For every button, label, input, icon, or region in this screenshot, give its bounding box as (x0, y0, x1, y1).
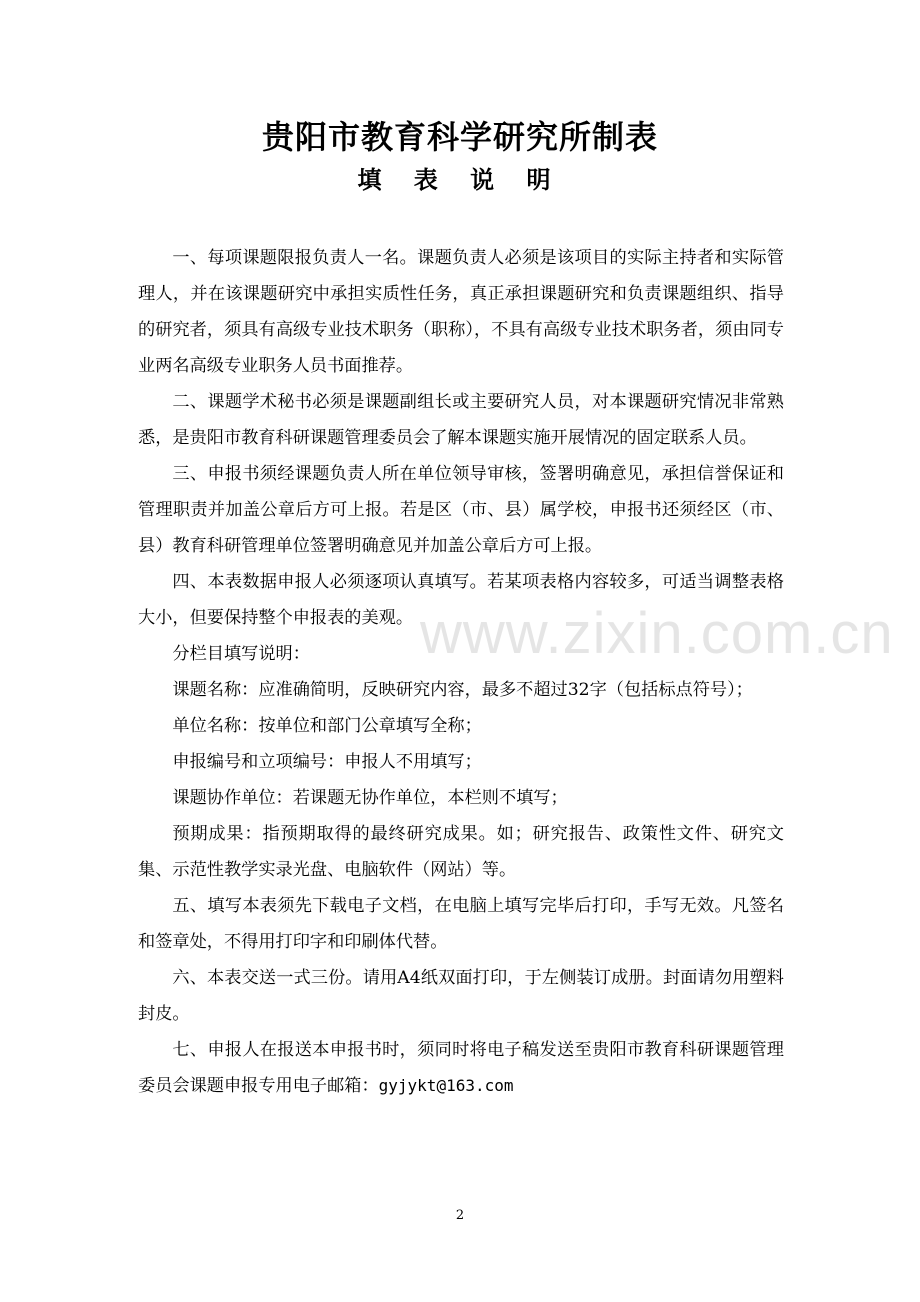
paragraph-1: 一、每项课题限报负责人一名。课题负责人必须是该项目的实际主持者和实际管理人，并在该课题研究中承担实质性任务，真正承担课题研究和负责课题组织、指导的研究者，须具有高级专业技术职务（职称），不具有高级专业技术职务者，须由同专业两名高级专业职务人员书面推荐。 (138, 248, 784, 376)
page-number: 2 (455, 1208, 465, 1223)
field-topic-name: 课题名称：应准确简明，反映研究内容，最多不超过32字（包括标点符号）； (172, 680, 753, 700)
page-subtitle: 填 表 说 明 (357, 165, 563, 194)
field-expected-results: 预期成果：指预期取得的最终研究成果。如；研究报告、政策性文件、研究文集、示范性教学实录光盘、电脑软件（网站）等。 (138, 824, 784, 880)
field-collaborator: 课题协作单位：若课题无协作单位，本栏则不填写； (172, 788, 568, 808)
field-numbers: 申报编号和立项编号：申报人不用填写； (172, 752, 482, 772)
paragraph-4: 四、本表数据申报人必须逐项认真填写。若某项表格内容较多，可适当调整表格大小，但要保持整个申报表的美观。 (138, 572, 784, 628)
email-link[interactable]: gyjykt@163.com (378, 1076, 514, 1095)
paragraph-5: 五、填写本表须先下载电子文档，在电脑上填写完毕后打印，手写无效。凡签名和签章处，不得用打印字和印刷体代替。 (138, 896, 784, 952)
instructions-body (138, 240, 784, 1104)
section-heading: 分栏目填写说明： (172, 644, 310, 664)
paragraph-2: 二、课题学术秘书必须是课题副组长或主要研究人员，对本课题研究情况非常熟悉，是贵阳市教育科研课题管理委员会了解本课题实施开展情况的固定联系人员。 (138, 392, 784, 448)
paragraph-7 (138, 1032, 784, 1104)
field-unit-name: 单位名称：按单位和部门公章填写全称； (172, 716, 482, 736)
watermark: www.zixin.com.cn (420, 601, 894, 666)
page-title: 贵阳市教育科学研究所制表 (261, 118, 658, 156)
paragraph-6: 六、本表交送一式三份。请用A4纸双面打印，于左侧装订成册。封面请勿用塑料封皮。 (138, 968, 784, 1024)
paragraph-3: 三、申报书须经课题负责人所在单位领导审核，签署明确意见，承担信誉保证和管理职责并加盖公章后方可上报。若是区（市、县）属学校，申报书还须经区（市、县）教育科研管理单位签署明确意见并加盖公章后方可上报。 (138, 464, 784, 556)
paragraph-7-text: 七、申报人在报送本申报书时，须同时将电子稿发送至贵阳市教育科研课题管理委员会课题申报专用电子邮箱： (138, 1040, 784, 1096)
